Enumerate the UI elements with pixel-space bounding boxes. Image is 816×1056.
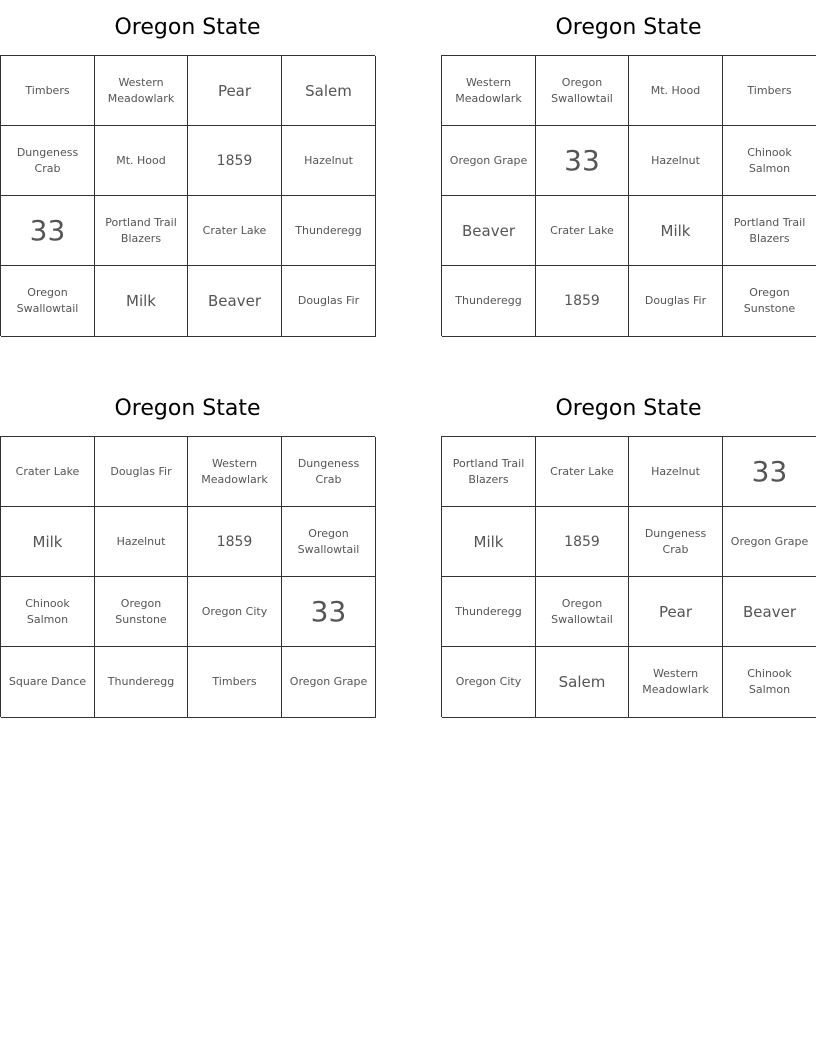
- bingo-cell: Oregon Swallowtail: [536, 577, 629, 647]
- bingo-cell: Mt. Hood: [95, 126, 188, 196]
- bingo-cell: Douglas Fir: [95, 437, 188, 507]
- bingo-grid: [441, 55, 816, 336]
- bingo-cell: Pear: [629, 577, 723, 647]
- bingo-cell: Crater Lake: [536, 196, 629, 266]
- bingo-cell: Milk: [442, 507, 536, 577]
- bingo-cell: Beaver: [442, 196, 536, 266]
- bingo-cell: Thunderegg: [442, 577, 536, 647]
- bingo-cell: Oregon Swallowtail: [1, 266, 95, 337]
- bingo-cell: Timbers: [1, 56, 95, 126]
- bingo-cell: Western Meadowlark: [188, 437, 282, 507]
- bingo-cell: 33: [282, 577, 376, 647]
- bingo-cell: Oregon Swallowtail: [536, 56, 629, 126]
- bingo-cell: Dungeness Crab: [282, 437, 376, 507]
- bingo-cell: Crater Lake: [536, 437, 629, 507]
- bingo-cell: Hazelnut: [629, 437, 723, 507]
- bingo-cell: Thunderegg: [95, 647, 188, 718]
- card-title: Oregon State: [555, 15, 702, 40]
- bingo-cell: Oregon City: [442, 647, 536, 718]
- card-title: Oregon State: [555, 396, 702, 421]
- bingo-cell: Western Meadowlark: [442, 56, 536, 126]
- bingo-cell: Oregon Grape: [442, 126, 536, 196]
- bingo-cell: Oregon City: [188, 577, 282, 647]
- bingo-cell: Western Meadowlark: [95, 56, 188, 126]
- bingo-cell: Salem: [536, 647, 629, 718]
- bingo-cell: Thunderegg: [442, 266, 536, 337]
- bingo-cell: Oregon Sunstone: [95, 577, 188, 647]
- bingo-cell: 33: [1, 196, 95, 266]
- bingo-cell: Portland Trail Blazers: [723, 196, 816, 266]
- card-title: Oregon State: [114, 396, 261, 421]
- bingo-grid: [0, 436, 375, 717]
- bingo-cell: Portland Trail Blazers: [95, 196, 188, 266]
- bingo-cell: Douglas Fir: [629, 266, 723, 337]
- bingo-cell: 1859: [536, 266, 629, 337]
- bingo-cell: Beaver: [188, 266, 282, 337]
- bingo-cell: Milk: [1, 507, 95, 577]
- bingo-cell: Chinook Salmon: [723, 647, 816, 718]
- bingo-cell: Dungeness Crab: [1, 126, 95, 196]
- bingo-cell: Square Dance: [1, 647, 95, 718]
- bingo-cell: Milk: [95, 266, 188, 337]
- bingo-cell: Thunderegg: [282, 196, 376, 266]
- bingo-cell: Crater Lake: [188, 196, 282, 266]
- bingo-cell: Hazelnut: [282, 126, 376, 196]
- card-title: Oregon State: [114, 15, 261, 40]
- bingo-cell: Milk: [629, 196, 723, 266]
- bingo-cell: Douglas Fir: [282, 266, 376, 337]
- bingo-cell: 1859: [188, 126, 282, 196]
- bingo-cell: Beaver: [723, 577, 816, 647]
- bingo-cell: Chinook Salmon: [1, 577, 95, 647]
- bingo-cell: Timbers: [188, 647, 282, 718]
- bingo-cell: Dungeness Crab: [629, 507, 723, 577]
- bingo-cell: 1859: [188, 507, 282, 577]
- bingo-cell: Oregon Swallowtail: [282, 507, 376, 577]
- bingo-cell: Hazelnut: [629, 126, 723, 196]
- bingo-cell: Portland Trail Blazers: [442, 437, 536, 507]
- bingo-cell: Timbers: [723, 56, 816, 126]
- bingo-cell: Pear: [188, 56, 282, 126]
- bingo-grid: [441, 436, 816, 717]
- bingo-cell: Mt. Hood: [629, 56, 723, 126]
- bingo-cell: Oregon Grape: [723, 507, 816, 577]
- bingo-cell: Salem: [282, 56, 376, 126]
- bingo-cell: Oregon Sunstone: [723, 266, 816, 337]
- bingo-cell: 1859: [536, 507, 629, 577]
- bingo-cell: 33: [536, 126, 629, 196]
- bingo-cell: Chinook Salmon: [723, 126, 816, 196]
- bingo-cell: Western Meadowlark: [629, 647, 723, 718]
- bingo-cell: Oregon Grape: [282, 647, 376, 718]
- bingo-cell: 33: [723, 437, 816, 507]
- bingo-cell: Hazelnut: [95, 507, 188, 577]
- bingo-grid: [0, 55, 375, 336]
- bingo-cell: Crater Lake: [1, 437, 95, 507]
